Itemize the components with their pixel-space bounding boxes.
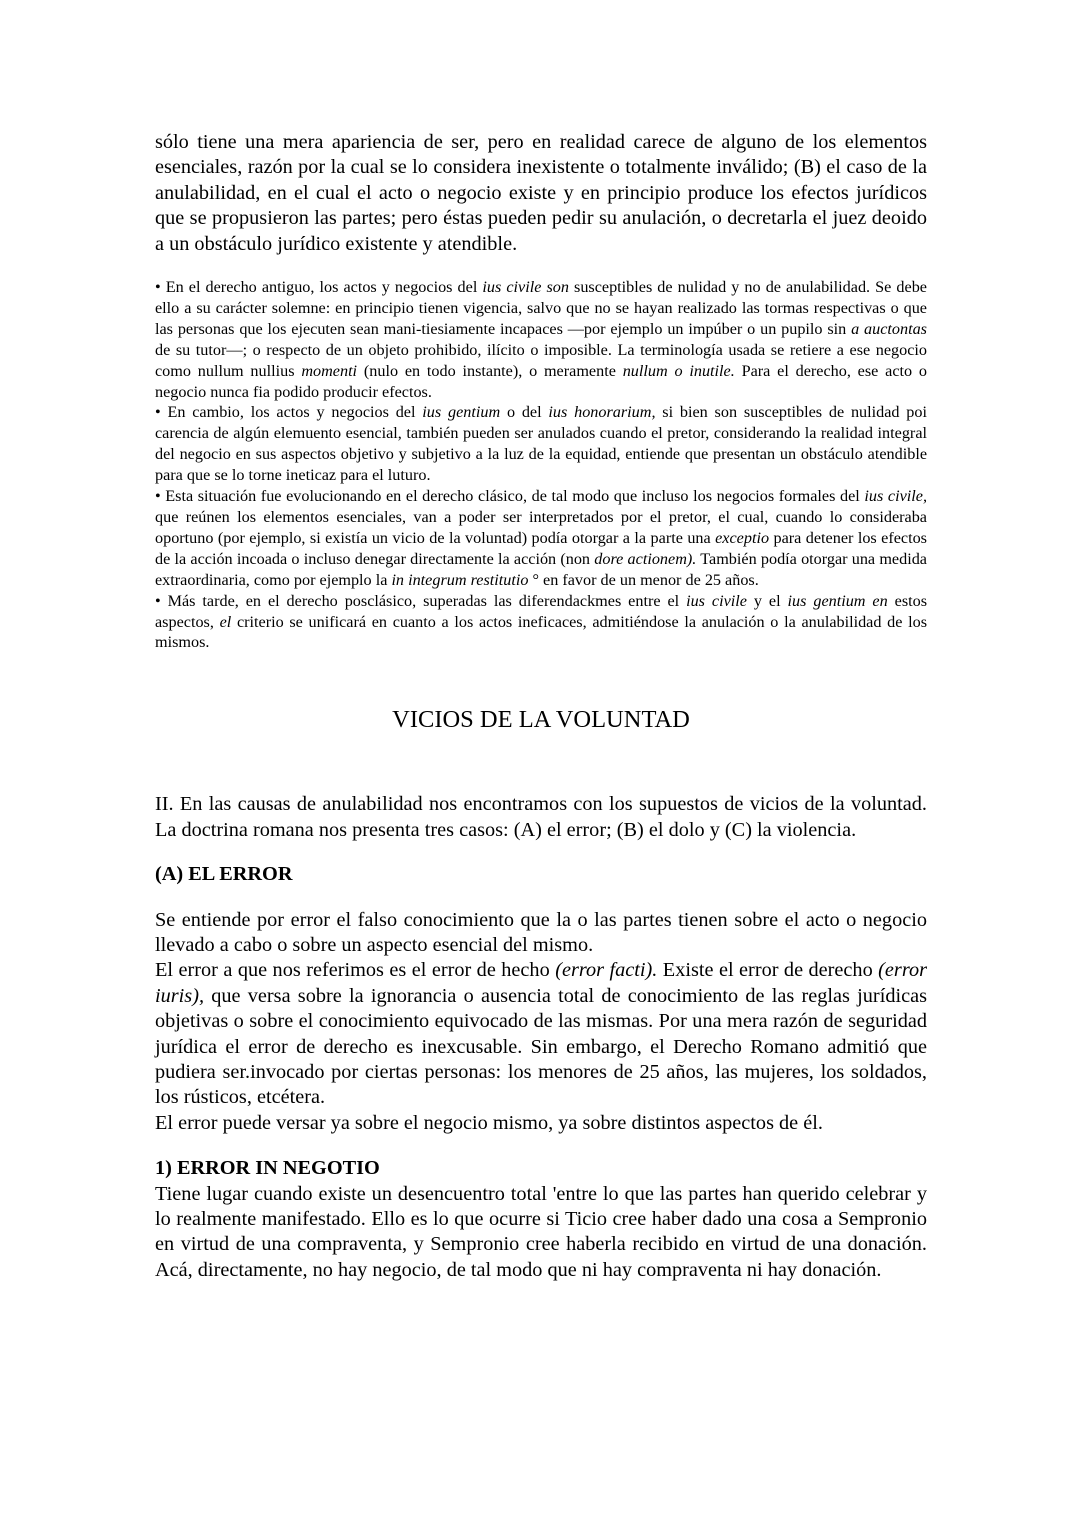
document-page [155,130,927,1283]
notes-block [155,277,927,653]
error-paragraph-2: El error a que nos referimos es el error de hecho (error facti). Existe el error de derecho (error iuris), que versa sobre la ignorancia o ausencia total de conocimiento de las reglas jurídicas objetivas o sobre el conocimiento equivocado de las mismas. Por una mera razón de seguridad jurídica el error de derecho es inexcusable. Sin embargo, el Derecho Romano admitió que pudiera ser.invocado por ciertas personas: los menores de 25 años, las mujeres, los soldados, los rústicos, etcétera. [155,959,927,1109]
error-paragraph-1: Se entiende por error el falso conocimiento que la o las partes tienen sobre el acto o negocio llevado a cabo o sobre un aspecto esencial del mismo. [155,908,927,956]
note-bullet-2: • En cambio, los actos y negocios del ius gentium o del ius honorarium, si bien son susceptibles de nulidad poi carencia de algún elemuento esencial, también pueden ser anulados cuando el pretor, considerando la realidad integral del negocio en sus aspectos objetivo y subjetivo a la luz de la equidad, entiende que presentan un obstáculo atendible para que se lo torne ineticaz para el luturo. [155,403,927,485]
note-bullet-3: • Esta situación fue evolucionando en el derecho clásico, de tal modo que incluso los negocios formales del ius civile, que reúnen los elementos esenciales, van a poder ser interpretados por el pretor, el cual, cuando lo consideraba oportuno (por ejemplo, si existía un vicio de la voluntad) podía otorgar a la parte una exceptio para detener los efectos de la acción incoada o incluso denegar directamente la acción (non dore actionem). También podía otorgar una medida extraordinaria, como por ejemplo la in integrum restitutio ° en favor de un menor de 25 años. [155,487,927,589]
error-in-negotio-heading: 1) ERROR IN NEGOTIO [155,1157,380,1180]
section-title: VICIOS DE LA VOLUNTAD [392,706,690,734]
intro-paragraph: sólo tiene una mera apariencia de ser, pero en realidad carece de alguno de los elementos esenciales, razón por la cual se lo considera inexistente o totalmente inválido; (B) el caso de la anulabilidad, en el cual el acto o negocio existe y en principio produce los efectos jurídicos que se propusieron las partes; pero éstas pueden pedir su anulación, o decretarla el juez deoido a un obstáculo jurídico existente y atendible. [155,131,927,255]
note-bullet-4: • Más tarde, en el derecho posclásico, superadas las diferendackmes entre el ius civile y el ius gentium en estos aspectos, el criterio se unificará en cuanto a los actos ineficaces, admitiéndose la anulación o la anulabilidad de los mismos. [155,591,928,652]
note-bullet-1: • En el derecho antiguo, los actos y negocios del ius civile son susceptibles de nulidad y no de anulabilidad. Se debe ello a su carácter solemne: en principio tienen vigencia, salvo que no se hayan realizado las tormas respectivas o que las personas que los ejecuten sean mani-tiesiamente incapaces —por ejemplo un impúber o un pupilo sin a auctontas de su tutor—; o respecto de un objeto prohibido, ilícito o imposible. La terminología usada se retiere a ese negocio como nullum nullius momenti (nulo en todo instante), o meramente nullum o inutile. Para el derecho, ese acto o negocio nunca fia podido producir efectos. [155,278,928,401]
error-in-negotio-paragraph: Tiene lugar cuando existe un desencuentro total 'entre lo que las partes han querido celebrar y lo realmente manifestado. Ello es lo que ocurre si Ticio cree haber dado una cosa a Sempronio en virtud de una compraventa, y Sempronio cree haberla recibido en virtud de una donación. Acá, directamente, no hay negocio, de tal modo que ni hay compraventa ni hay donación. [155,1182,927,1281]
error-heading: (A) EL ERROR [155,863,293,886]
error-paragraph-3: El error puede versar ya sobre el negocio mismo, ya sobre distintos aspectos de él. [155,1111,823,1134]
section-intro: II. En las causas de anulabilidad nos encontramos con los supuestos de vicios de la voluntad. La doctrina romana nos presenta tres casos: (A) el error; (B) el dolo y (C) la violencia. [155,793,927,841]
